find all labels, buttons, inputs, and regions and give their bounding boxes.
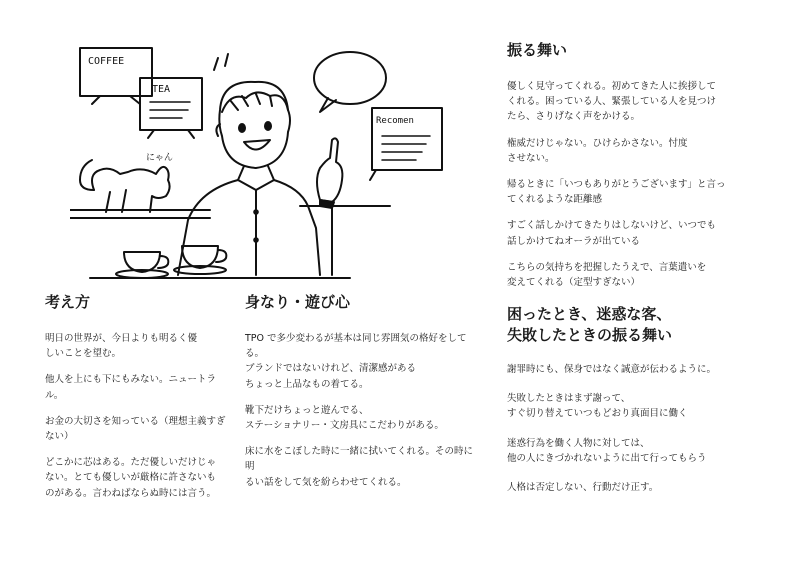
- cup-icon: [174, 246, 226, 274]
- speech-bubble-icon: [314, 52, 386, 112]
- coffee-sign-text: COFFEE: [88, 56, 125, 67]
- paragraph: 迷惑行為を働く人物に対しては、 他の人にきづかれないように出て行ってもらう: [507, 437, 707, 464]
- paragraph: 帰るときに「いつもありがとうございます」と言っ てくれるような距離感: [507, 178, 726, 206]
- paragraph: 失敗したときはまず謝って、 すぐ切り替えていつもどおり真面目に働く: [507, 393, 688, 420]
- cup-icon: [116, 252, 168, 278]
- paragraph: 優しく見守ってくれる。初めてきた人に挨拶して くれる。困っている人、緊張している人を見つけ たら、さりげなく声をかける。: [507, 81, 717, 123]
- tea-sign: [140, 78, 202, 138]
- paragraph: どこかに芯はある。ただ優しいだけじゃ ない。とても優しいが厳格に許さないも のがある。言わねばならぬ時には言う。: [45, 457, 217, 499]
- paragraph: お金の大切さを知っている（理想主義すぎ ない）: [45, 415, 226, 442]
- paragraph: すごく話しかけてきたりはしないけど、いつでも 話しかけてねオーラが出ている: [507, 220, 717, 247]
- section-heading: 考え方: [45, 293, 91, 311]
- paragraph: 靴下だけちょっと遊んでる、 ステーショナリー・文房具にこだわりがある。: [245, 404, 444, 431]
- paragraph: 謝罪時にも、保身ではなく誠意が伝わるように。: [507, 364, 717, 375]
- paragraph: 人格は否定しない、行動だけ正す。: [507, 481, 659, 493]
- recommend-sign: [370, 108, 442, 180]
- section-trouble-behavior: [507, 304, 767, 509]
- paragraph: 権威だけじゃない。ひけらかさない。忖度 させない。: [507, 137, 688, 164]
- section-heading: 困ったとき、迷惑な客、 失敗したときの振る舞い: [507, 305, 673, 344]
- tea-sign-text: TEA: [152, 84, 171, 95]
- paragraph: 他人を上にも下にもみない。ニュートラ ル。: [45, 374, 217, 401]
- recommend-sign-text: Recomen: [376, 116, 414, 126]
- paragraph: 床に水をこぼした時に一緒に拭いてくれる。その時に明 るい話をして気を紛らわせてくれる。: [245, 446, 474, 488]
- section-heading: 振る舞い: [507, 41, 568, 59]
- coffee-sign: [80, 48, 152, 104]
- paragraph: 明日の世界が、今日よりも明るく優 しいことを望む。: [45, 333, 198, 360]
- paragraph: こちらの気持ちを把握したうえで、言葉遣いを 変えてくれる（定型すぎない）: [507, 261, 707, 288]
- section-behavior: [507, 40, 757, 301]
- section-heading: 身なり・遊び心: [245, 293, 351, 311]
- cat-text: にゃん: [146, 153, 173, 163]
- section-mindset: [45, 292, 230, 512]
- cat-illustration: [80, 152, 173, 212]
- cafe-staff-illustration: [70, 40, 480, 280]
- paragraph: TPO で多少変わるが基本は同じ雰囲気の格好をしてる。 ブランドではないけれど、清潔感がある ちょっと上品なもの着てる。: [245, 333, 467, 390]
- section-appearance: [245, 292, 475, 501]
